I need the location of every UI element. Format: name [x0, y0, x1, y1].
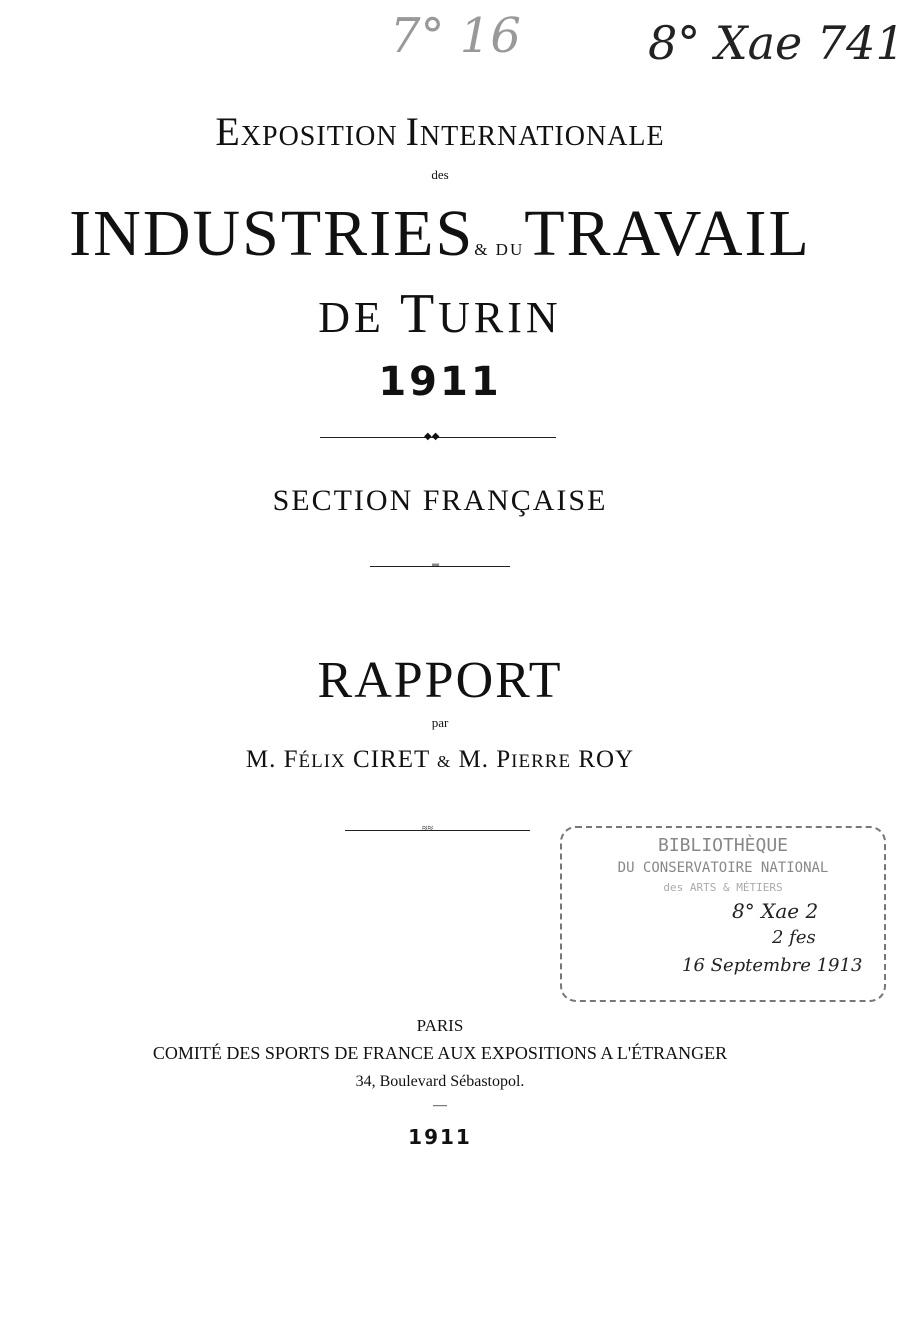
text: XPOSITION: [240, 121, 406, 152]
library-stamp: [560, 826, 886, 1002]
de-turin-title: [0, 284, 880, 346]
text: NTERNATIONALE: [419, 121, 665, 152]
ornament: ◆◆: [424, 431, 440, 442]
exposition-title: [0, 110, 880, 154]
text: CIRET: [345, 746, 438, 773]
stamp-copies: 2 fes: [772, 927, 816, 948]
initial: E: [215, 109, 241, 154]
stamp-line: DU CONSERVATOIRE NATIONAL: [617, 860, 829, 876]
travail: TRAVAIL: [524, 197, 811, 270]
par-label: par: [431, 715, 449, 730]
amp-du: & DU: [474, 240, 525, 259]
des-label: des: [431, 167, 449, 182]
divider-ornament: [345, 830, 530, 831]
handwritten-shelfmark: 8° Xae 741: [648, 16, 905, 70]
imprint-dash: —: [433, 1098, 447, 1113]
initial: I: [405, 109, 420, 154]
text: M. F: [245, 746, 299, 773]
industries-travail-title: [0, 198, 880, 271]
stamp-date: 16 Septembre 1913: [682, 955, 863, 976]
ornament: ═: [432, 560, 440, 571]
stamp-line: BIBLIOTHÈQUE: [657, 835, 789, 856]
report-title: RAPPORT: [317, 652, 563, 709]
text: IERRE: [511, 751, 572, 772]
stamp-shelfmark: 8° Xae 2: [732, 899, 819, 923]
text: ÉLIX: [298, 751, 346, 772]
year-title: 1911: [378, 359, 502, 405]
text: M. P: [451, 746, 512, 773]
handwritten-scribble: 7° 16: [390, 8, 521, 64]
imprint-city: PARIS: [416, 1016, 464, 1035]
stamp-line: des ARTS & MÉTIERS: [663, 881, 783, 894]
imprint-year: 1911: [408, 1125, 472, 1149]
urin: URIN: [438, 293, 562, 342]
authors: [0, 746, 880, 774]
text: ROY: [571, 746, 635, 773]
de: DE: [318, 293, 400, 342]
imprint-publisher: COMITÉ DES SPORTS DE FRANCE AUX EXPOSITIONS A L'ÉTRANGER: [152, 1043, 728, 1063]
divider-ornament: [370, 566, 510, 567]
section-title: SECTION FRANÇAISE: [272, 484, 608, 517]
ornament: ≈≈: [422, 823, 433, 834]
industries: INDUSTRIES: [69, 197, 475, 270]
amp: &: [437, 752, 452, 771]
imprint-address: 34, Boulevard Sébastopol.: [355, 1073, 525, 1090]
initial: T: [399, 283, 439, 345]
